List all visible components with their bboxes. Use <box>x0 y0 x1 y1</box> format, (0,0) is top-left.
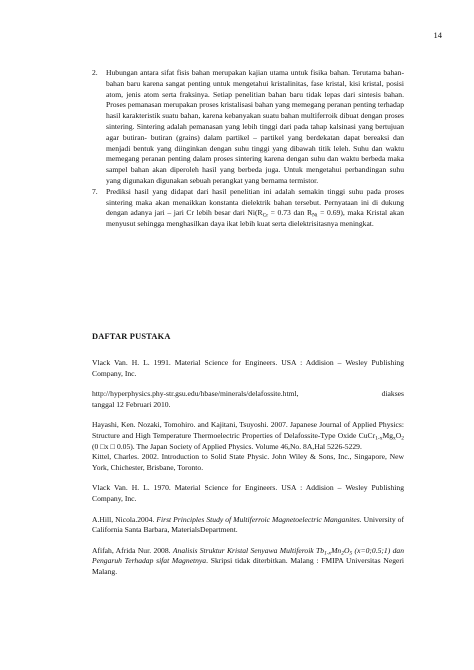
numbered-list <box>92 68 404 230</box>
text-segment: A.Hill, Nicola.2004. <box>92 514 157 524</box>
subscript: 2 <box>401 435 404 442</box>
reference-url[interactable]: http://hyperphysics.phy-str.gsu.edu/hbase/minerals/delafossite.html, <box>92 389 299 399</box>
reference-entry <box>92 420 404 452</box>
subscript: 2 <box>341 550 344 557</box>
section-heading: DAFTAR PUSTAKA <box>92 332 171 341</box>
text-segment: . University of California Santa Barbara, MaterialsDepartment. <box>92 514 404 535</box>
list-item-text: Hubungan antara sifat fisis bahan merupakan kajian utama untuk fisika bahan. Terutama bahan-bahan baru karena sangat penting untuk mengetahui kristalinitas, fase kristal, kisi kristal, posisi atom, jenis atom serta fraksinya. Setiap penelitian bahan baru tidak lepas dari sintesis bahan. Proses pemanasan merupakan proses kristalisasi bahan yang memegang peranan penting terhadap hasil karakteristik suatu bahan, karena kebanyakan suatu bahan multiferroik dibuat dengan proses sintering. Sintering adalah pemanasan yang lebih tinggi dari pada tahap kalsinasi yang bertujuan agar butiran- butiran (grains) dalam partikel – partikel yang berdekatan dapat bereaksi dan menjadi bentuk yang diinginkan dengan suhu tinggi yang dibawah titik leleh. Suhu dan waktu memegang peranan penting dalam proses sintering karena dengan suhu dan waktu berbeda maka sampel bahan akan diperoleh hasil yang berbeda juga. Untuk mengetahui perbandingan suhu yang digunakan digunakan sebuah perangkat yang bernama termistor. <box>106 68 404 185</box>
list-item <box>92 187 404 230</box>
reference-entry <box>92 546 404 578</box>
reference-accessed-date: tanggal 12 Februari 2010. <box>92 399 171 409</box>
text-segment: = 0.69), maka Kristal akan menyusut sehingga menghasilkan daya ikat lebih kuat serta dielektrisitasnya meningkat. <box>106 208 404 229</box>
subscript: 1-x <box>324 550 332 557</box>
text-segment: Hayashi, Ken. Nozaki, Tomohiro. and Kajitani, Tsuyoshi. 2007. Japanese Journal of Applied Physics: Structure and High Temperature Thermoelectric Properties of Delafossite-Type Oxide CuCr <box>92 420 404 440</box>
text-segment: . Skripsi tidak diterbitkan. Malang : FMIPA Universitas Negeri Malang. <box>92 556 404 576</box>
text-segment: O <box>343 545 350 555</box>
list-item-number: 7. <box>92 186 98 196</box>
subscript: Ni <box>312 212 318 219</box>
list-item-number: 2. <box>92 68 98 77</box>
reference-entry: Kittel, Charles. 2002. Introduction to Solid State Physic. John Wiley & Sons, Inc., Singapore, New York, Chichester, Brisbane, Toronto. <box>92 452 404 472</box>
subscript: 1-x <box>375 435 383 442</box>
subscript: Cr <box>262 212 269 219</box>
reference-title: First Principles Study of Multiferroic Magnetoelectric Manganites <box>156 514 360 524</box>
list-item-text <box>106 187 404 230</box>
text-segment: Mg <box>382 430 394 440</box>
text-segment: Mn <box>331 545 342 555</box>
reference-entry: Vlack Van. H. L. 1970. Material Science for Engineers. USA : Addision – Wesley Publishing Company, Inc. <box>92 483 404 503</box>
reference-entry <box>92 515 404 536</box>
text-segment: (x=0;0.5;1) dan Pengaruh Terhadap sifat Magnetnya <box>92 545 404 566</box>
text-segment: Analisis Struktur Kristal Senyawa Multiferoik Tb <box>172 545 325 555</box>
text-segment: (0 □x □ 0.05). The Japan Society of Applied Physics. Volume 46,No. 8A,Hal 5226-5229. <box>92 441 362 451</box>
text-segment: Afifah, Afrida Nur. 2008. <box>92 545 173 555</box>
subscript: x <box>393 435 396 442</box>
reference-entry: Vlack Van. H. L. 1991. Material Science for Engineers. USA : Addision – Wesley Publishing Company, Inc. <box>92 358 404 378</box>
text-segment: Prediksi hasil yang didapat dari hasil penelitian ini adalah semakin tinggi suhu pada proses sintering maka akan menaikkan konstanta dielektrik bahan tersebut. Pernyataan ini di dukung dengan adanya jari – jari Cr lebih besar dari Ni(R <box>106 186 404 218</box>
page-number: 14 <box>433 30 442 40</box>
reference-entry <box>92 389 404 410</box>
list-item <box>92 68 404 187</box>
reference-accessed-label: diakses <box>381 389 404 399</box>
text-segment: O <box>395 430 402 440</box>
subscript: 5 <box>349 550 353 557</box>
text-segment: = 0.73 dan R <box>268 208 313 218</box>
reference-list <box>92 358 404 588</box>
